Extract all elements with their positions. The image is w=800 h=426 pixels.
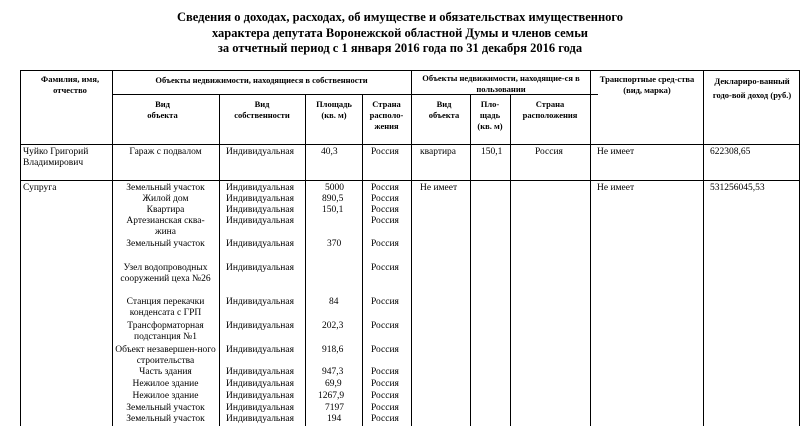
spouse-owned-ownership: Индивидуальная [226, 183, 294, 193]
spouse-owned-area: 84 [329, 297, 339, 307]
col-rule-use-type [470, 94, 471, 426]
header-use-area: Пло-щадь (кв. м) [477, 99, 503, 131]
spouse-owned-ownership: Индивидуальная [226, 194, 294, 204]
declarant-owned-ownership: Индивидуальная [226, 147, 294, 157]
spouse-owned-country: Россия [371, 321, 399, 331]
spouse-owned-type: Квартира [146, 205, 185, 215]
header-owned-area: Площадь (кв. м) [316, 99, 352, 120]
spouse-owned-area: 890,5 [322, 194, 344, 204]
spouse-owned-country: Россия [371, 379, 399, 389]
title-line-3: за отчетный период с 1 января 2016 года по 31 декабря 2016 года [217, 41, 583, 55]
spouse-owned-country: Россия [371, 403, 399, 413]
declarant-use-country: Россия [535, 147, 563, 157]
declarant-use-area: 150,1 [481, 147, 503, 157]
header-owned-country: Страна располо-жения [369, 99, 404, 131]
spouse-owned-type: Часть здания [139, 367, 192, 377]
spouse-owned-ownership: Индивидуальная [226, 345, 294, 355]
spouse-owned-country: Россия [371, 414, 399, 424]
spouse-owned-ownership: Индивидуальная [226, 391, 294, 401]
spouse-name: Супруга [23, 183, 57, 193]
spouse-owned-type: Нежилое здание [132, 379, 199, 389]
spouse-use-type: Не имеет [420, 183, 458, 193]
header-name: Фамилия, имя, отчество [40, 74, 100, 95]
col-rule-use-area [510, 94, 511, 426]
spouse-owned-ownership: Индивидуальная [226, 321, 294, 331]
spouse-owned-ownership: Индивидуальная [226, 239, 294, 249]
spouse-owned-country: Россия [371, 345, 399, 355]
col-rule-owned-type [219, 94, 220, 426]
spouse-owned-country: Россия [371, 239, 399, 249]
spouse-owned-ownership: Индивидуальная [226, 403, 294, 413]
col-rule-ownership [305, 94, 306, 426]
spouse-owned-country: Россия [371, 391, 399, 401]
header-owned-ownership: Вид собственности [234, 99, 290, 120]
spouse-owned-area: 947,3 [322, 367, 344, 377]
declarant-owned-country: Россия [371, 147, 399, 157]
spouse-owned-type: Земельный участок [126, 239, 205, 249]
spouse-owned-type: Нежилое здание [132, 391, 199, 401]
spouse-owned-area: 150,1 [322, 205, 344, 215]
spouse-owned-country: Россия [371, 297, 399, 307]
spouse-owned-ownership: Индивидуальная [226, 216, 294, 226]
header-bottom-rule [20, 144, 800, 145]
declarant-owned-area: 40,3 [321, 147, 338, 157]
spouse-owned-ownership: Индивидуальная [226, 414, 294, 424]
spouse-owned-type: Артезианская сква-жина [126, 216, 205, 237]
spouse-owned-area: 5000 [325, 183, 344, 193]
declarant-vehicles: Не имеет [597, 147, 635, 157]
spouse-owned-ownership: Индивидуальная [226, 205, 294, 215]
title-line-1: Сведения о доходах, расходах, об имуществе и обязательствах имущественного [176, 10, 624, 24]
spouse-owned-area: 202,3 [322, 321, 344, 331]
col-rule-area [362, 94, 363, 426]
spouse-owned-type: Земельный участок [126, 414, 205, 424]
declarant-owned-type: Гараж с подвалом [129, 147, 202, 157]
spouse-owned-country: Россия [371, 183, 399, 193]
spouse-owned-type: Станция перекачки конденсата с ГРП [126, 297, 205, 318]
header-vehicles: Транспортные сред-ства (вид, марка) [599, 74, 695, 95]
table-top-border [20, 70, 800, 71]
declarant-income: 622308,65 [710, 147, 751, 157]
declarant-use-type: квартира [420, 147, 457, 157]
spouse-owned-type: Жилой дом [142, 194, 189, 204]
spouse-owned-type: Трансформаторная подстанция №1 [127, 321, 204, 342]
header-use-type: Вид объекта [428, 99, 460, 120]
header-income: Деклариро-ванный годо-вой доход (руб.) [712, 76, 792, 100]
spouse-owned-type: Земельный участок [126, 403, 205, 413]
spouse-owned-ownership: Индивидуальная [226, 263, 294, 273]
spouse-income: 531256045,53 [710, 183, 765, 193]
spouse-owned-area: 69,9 [325, 379, 342, 389]
spouse-owned-area: 7197 [325, 403, 344, 413]
spouse-owned-ownership: Индивидуальная [226, 367, 294, 377]
spouse-owned-type: Объект незавершен-ного строительства [115, 345, 216, 366]
col-rule-use-group [590, 70, 591, 426]
spouse-vehicles: Не имеет [597, 183, 635, 193]
spouse-owned-country: Россия [371, 194, 399, 204]
spouse-owned-country: Россия [371, 367, 399, 377]
spouse-owned-area: 194 [327, 414, 342, 424]
title-line-2: характера депутата Воронежской областной Думы и членов семьи [211, 25, 589, 40]
row-separator [20, 180, 800, 181]
spouse-owned-area: 1267,9 [318, 391, 345, 401]
header-use-country: Страна расположения [522, 99, 578, 120]
document-title [0, 10, 800, 57]
col-rule-owned-group [411, 70, 412, 426]
spouse-owned-country: Россия [371, 263, 399, 273]
spouse-owned-ownership: Индивидуальная [226, 297, 294, 307]
spouse-owned-area: 918,6 [322, 345, 344, 355]
spouse-owned-ownership: Индивидуальная [226, 379, 294, 389]
spouse-owned-area: 370 [327, 239, 342, 249]
col-rule-vehicles [703, 70, 704, 426]
header-use-group: Объекты недвижимости, находящие-ся в пользовании [422, 73, 580, 94]
spouse-owned-country: Россия [371, 205, 399, 215]
spouse-owned-type: Узел водопроводных сооружений цеха №26 [120, 263, 211, 284]
spouse-owned-type: Земельный участок [126, 183, 205, 193]
spouse-owned-country: Россия [371, 216, 399, 226]
table-left-border [20, 70, 21, 426]
header-owned-group: Объекты недвижимости, находящиеся в собственности [155, 75, 368, 85]
declarant-name: Чуйко Григорий Владимирович [23, 147, 89, 168]
header-owned-type: Вид объекта [147, 99, 178, 120]
